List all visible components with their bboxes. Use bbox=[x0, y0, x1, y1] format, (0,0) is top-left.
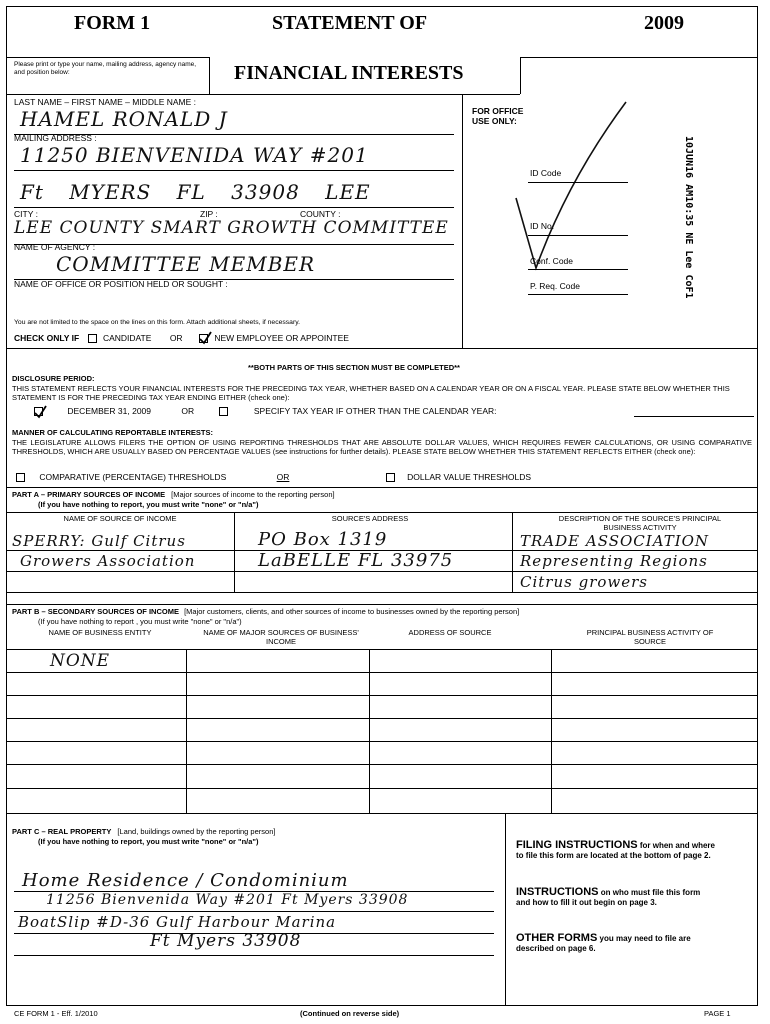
part-c-line-1[interactable]: Home Residence / Condominium bbox=[22, 870, 349, 891]
name-label: LAST NAME – FIRST NAME – MIDDLE NAME : bbox=[14, 97, 197, 107]
who-must-file-instructions bbox=[516, 887, 716, 908]
office-label: NAME OF OFFICE OR POSITION HELD OR SOUGHT : bbox=[14, 279, 228, 289]
part-a-row3-col3[interactable]: Citrus growers bbox=[520, 573, 648, 591]
part-a-col-divider-1 bbox=[234, 512, 235, 592]
part-a-col1-header: NAME OF SOURCE OF INCOME bbox=[63, 514, 177, 523]
footer-form-id: CE FORM 1 - Eff. 1/2010 bbox=[14, 1009, 98, 1018]
part-c-line-2[interactable]: 11256 Bienvenida Way #201 Ft Myers 33908 bbox=[46, 892, 409, 908]
office-column-divider bbox=[462, 94, 463, 348]
dollar-checkbox[interactable] bbox=[386, 473, 395, 482]
city-label: CITY : bbox=[14, 209, 38, 219]
period-heading: DISCLOSURE PERIOD: bbox=[12, 374, 95, 383]
part-b-subnote: (If you have nothing to report , you must write "none" or "n/a") bbox=[38, 617, 242, 626]
checkmark-icon bbox=[198, 331, 212, 345]
identity-top-line bbox=[6, 94, 520, 95]
agency-label: NAME OF AGENCY : bbox=[14, 242, 96, 252]
footer-page: PAGE 1 bbox=[704, 1009, 731, 1018]
conf-code-label: Conf. Code bbox=[530, 256, 573, 266]
period-or-label: OR bbox=[181, 406, 195, 416]
part-a-col-divider-2 bbox=[512, 512, 513, 592]
part-b-col1-header: NAME OF BUSINESS ENTITY bbox=[48, 628, 152, 637]
check-only-if-label: CHECK ONLY IF bbox=[14, 333, 80, 343]
title-bracket-right bbox=[520, 57, 521, 94]
threshold-or-label: OR bbox=[276, 472, 290, 482]
print-instruction: Please print or type your name, mailing address, agency name, and position below: bbox=[14, 61, 197, 76]
title-line1: STATEMENT OF bbox=[272, 12, 428, 34]
form-label: FORM 1 bbox=[74, 12, 151, 34]
name-value[interactable]: HAMEL RONALD J bbox=[20, 107, 228, 131]
part-a-col3-header: DESCRIPTION OF THE SOURCE'S PRINCIPAL BUSINESS ACTIVITY bbox=[558, 514, 722, 532]
part-a-heading-row bbox=[12, 490, 335, 499]
id-no-label: ID No. bbox=[530, 221, 555, 231]
part-a-row2-col1[interactable]: Growers Association bbox=[20, 552, 196, 570]
part-a-heading: PART A – PRIMARY SOURCES OF INCOME bbox=[12, 490, 166, 499]
part-b-heading: PART B – SECONDARY SOURCES OF INCOME bbox=[12, 607, 179, 616]
part-b-col3-header: ADDRESS OF SOURCE bbox=[408, 628, 492, 637]
manner-text: THE LEGISLATURE ALLOWS FILERS THE OPTION OF USING REPORTING THRESHOLDS THAT ARE ABSOLUTE DOLLAR VALUES, WHICH REQUIRES FEWER CALCULATIONS, OR USING COMPARATIVE THRESHOLDS, WHICH ARE USUALLY BASED ON PERCENTAGE VALUES (see instructions for further details). PLEASE STATE BELOW WHETHER THIS STATEMENT REFLECTS EITHER (check one): bbox=[12, 438, 752, 456]
header-divider bbox=[6, 57, 209, 58]
part-a-header-line bbox=[6, 512, 758, 513]
id-code-line bbox=[528, 182, 628, 183]
part-c-rule-4 bbox=[14, 955, 494, 956]
checkmark-icon bbox=[33, 405, 47, 419]
part-c-divider bbox=[505, 813, 506, 1006]
specify-year-line[interactable] bbox=[634, 416, 754, 417]
other-forms-title: OTHER FORMS bbox=[516, 932, 598, 944]
new-employee-checkbox[interactable] bbox=[199, 334, 208, 343]
part-c-rule-2 bbox=[14, 911, 494, 912]
received-stamp: 10JUN16 AM10:35 NE Lee CoF1 bbox=[683, 136, 694, 299]
part-c-heading-note: [Land, buildings owned by the reporting person] bbox=[117, 827, 276, 836]
check-or-label: OR bbox=[169, 333, 183, 343]
other-forms-instructions bbox=[516, 933, 716, 954]
candidate-label: CANDIDATE bbox=[102, 333, 152, 343]
specify-year-label: SPECIFY TAX YEAR IF OTHER THAN THE CALENDAR YEAR: bbox=[253, 406, 497, 416]
id-no-line bbox=[528, 235, 628, 236]
part-a-row2-col2[interactable]: LaBELLE FL 33975 bbox=[258, 550, 454, 571]
period-options bbox=[34, 406, 754, 416]
filing-instructions bbox=[516, 840, 716, 861]
title-bracket-top bbox=[520, 57, 758, 58]
mailing-line2-rule bbox=[14, 207, 454, 208]
filing-instructions-text: for when and where to file this form are located at the bottom of page 2. bbox=[516, 841, 715, 860]
december-label: DECEMBER 31, 2009 bbox=[67, 406, 151, 416]
agency-value[interactable]: LEE COUNTY SMART GROWTH COMMITTEE bbox=[14, 218, 449, 238]
candidate-checkbox[interactable] bbox=[88, 334, 97, 343]
part-b-col4-header: PRINCIPAL BUSINESS ACTIVITY OF SOURCE bbox=[586, 628, 714, 646]
id-code-label: ID Code bbox=[530, 168, 562, 178]
title-bracket-left bbox=[209, 57, 210, 94]
part-a-row-line-3 bbox=[6, 592, 758, 593]
comparative-checkbox[interactable] bbox=[16, 473, 25, 482]
part-a-row2-col3[interactable]: Representing Regions bbox=[520, 552, 708, 570]
part-b-entry[interactable]: NONE bbox=[50, 651, 111, 671]
period-text: THIS STATEMENT REFLECTS YOUR FINANCIAL INTERESTS FOR THE PRECEDING TAX YEAR, WHETHER BASED ON A CALENDAR YEAR OR ON A FISCAL YEAR. PLEASE STATE BELOW WHETHER THIS STATEMENT IS FOR THE PRECEDING TAX YEAR ENDING EITHER (check one): bbox=[12, 384, 730, 402]
county-label: COUNTY : bbox=[300, 209, 341, 219]
comparative-label: COMPARATIVE (PERCENTAGE) THRESHOLDS bbox=[39, 472, 227, 482]
manner-heading: MANNER OF CALCULATING REPORTABLE INTERESTS: bbox=[12, 428, 213, 437]
instructions-title: INSTRUCTIONS bbox=[516, 886, 599, 898]
footer-continued: (Continued on reverse side) bbox=[300, 1009, 400, 1018]
part-c-line-3[interactable]: BoatSlip #D-36 Gulf Harbour Marina bbox=[18, 913, 337, 931]
disclosure-top-line bbox=[6, 348, 758, 349]
part-b-row-line-6 bbox=[6, 788, 758, 789]
part-b-bottom-line bbox=[6, 813, 758, 814]
part-b-top-line bbox=[6, 604, 758, 605]
part-b-row-line-2 bbox=[6, 695, 758, 696]
part-a-subnote: (If you have nothing to report, you must write "none" or "n/a") bbox=[38, 500, 259, 509]
specify-year-checkbox[interactable] bbox=[219, 407, 228, 416]
part-c-heading-row bbox=[12, 827, 275, 836]
mailing-line1-rule bbox=[14, 170, 454, 171]
filing-instructions-title: FILING INSTRUCTIONS bbox=[516, 839, 638, 851]
part-a-heading-note: [Major sources of income to the reporting person] bbox=[171, 490, 335, 499]
office-checkmark-icon bbox=[508, 100, 638, 280]
instructions-text: on who must file this form and how to fill it out begin on page 3. bbox=[516, 888, 701, 907]
zip-label: ZIP : bbox=[200, 209, 218, 219]
both-parts-note: **BOTH PARTS OF THIS SECTION MUST BE COMPLETED** bbox=[248, 363, 460, 372]
part-b-heading-row bbox=[12, 607, 756, 616]
mailing-line2[interactable]: Ft MYERS FL 33908 LEE bbox=[20, 180, 371, 204]
part-b-row-line-4 bbox=[6, 741, 758, 742]
form-year: 2009 bbox=[644, 12, 684, 34]
part-c-subnote: (If you have nothing to report, you must write "none" or "n/a") bbox=[38, 837, 259, 846]
office-use-label: FOR OFFICE USE ONLY: bbox=[472, 106, 524, 126]
mailing-label: MAILING ADDRESS : bbox=[14, 133, 97, 143]
part-b-row-line-5 bbox=[6, 764, 758, 765]
part-a-row-line-2 bbox=[6, 571, 758, 572]
part-b-heading-note: [Major customers, clients, and other sources of income to businesses owned by the reporting person] bbox=[184, 607, 520, 616]
check-row bbox=[14, 333, 349, 343]
part-a-row1-col1[interactable]: SPERRY: Gulf Citrus bbox=[12, 532, 186, 550]
part-b-col2-header: NAME OF MAJOR SOURCES OF BUSINESS' INCOME bbox=[203, 628, 359, 646]
conf-code-line bbox=[528, 269, 628, 270]
december-checkbox[interactable] bbox=[34, 407, 43, 416]
attach-note: You are not limited to the space on the lines on this form. Attach additional sheets, if necessary. bbox=[14, 319, 301, 326]
part-b-row-line-1 bbox=[6, 672, 758, 673]
part-b-row-line-3 bbox=[6, 718, 758, 719]
p-req-code-label: P. Req. Code bbox=[530, 281, 580, 291]
other-forms-text: you may need to file are described on page 6. bbox=[516, 934, 691, 953]
dollar-label: DOLLAR VALUE THRESHOLDS bbox=[407, 472, 532, 482]
p-req-code-line bbox=[528, 294, 628, 295]
part-a-row1-col2[interactable]: PO Box 1319 bbox=[258, 529, 388, 550]
part-a-col2-header: SOURCE'S ADDRESS bbox=[331, 514, 409, 523]
mailing-line1[interactable]: 11250 BIENVENIDA WAY #201 bbox=[20, 143, 369, 167]
new-employee-label: NEW EMPLOYEE OR APPOINTEE bbox=[214, 333, 349, 343]
part-b-header-line bbox=[6, 649, 758, 650]
part-c-line-4[interactable]: Ft Myers 33908 bbox=[150, 931, 302, 951]
part-c-heading: PART C – REAL PROPERTY bbox=[12, 827, 112, 836]
part-a-row1-col3[interactable]: TRADE ASSOCIATION bbox=[520, 532, 710, 550]
part-a-top-line bbox=[6, 487, 758, 488]
title-line2: FINANCIAL INTERESTS bbox=[234, 62, 464, 84]
threshold-options bbox=[16, 472, 756, 482]
office-value[interactable]: COMMITTEE MEMBER bbox=[56, 252, 316, 276]
